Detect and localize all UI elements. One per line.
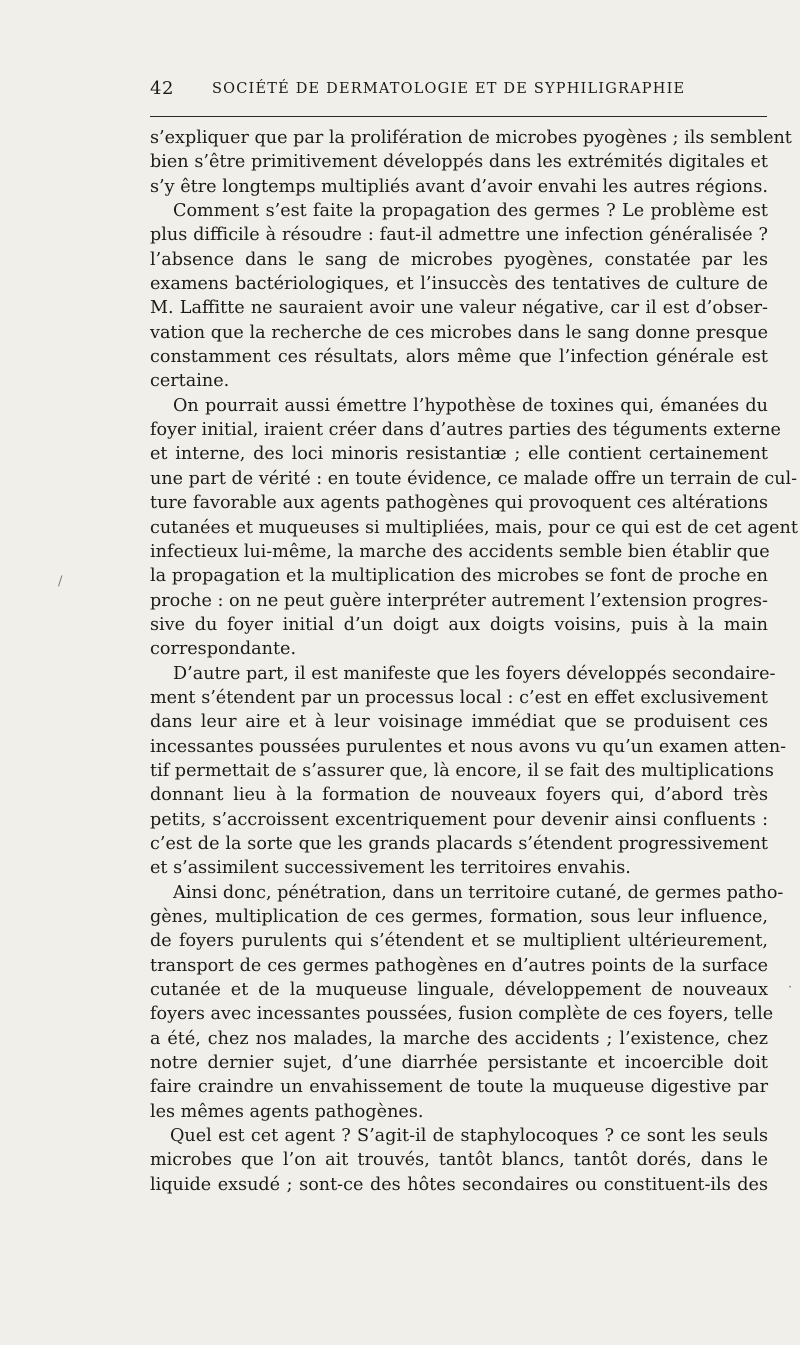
text-line: transport de ces germes pathogènes en d’autres points de la surface	[150, 955, 768, 976]
text-line: ment s’étendent par un processus local : c’est en effet exclusivement	[150, 687, 768, 708]
text-line: microbes que l’on ait trouvés, tantôt blancs, tantôt dorés, dans le	[150, 1150, 768, 1171]
text-line: s’expliquer que par la prolifération de microbes pyogènes ; ils semblent	[150, 128, 792, 148]
text-line: proche : on ne peut guère interpréter autrement l’extension progres-	[150, 590, 768, 611]
text-line: incessantes poussées purulentes et nous avons vu qu’un examen atten-	[150, 736, 787, 757]
text-line: a été, chez nos malades, la marche des accidents ; l’existence, chez	[150, 1028, 768, 1049]
text-line: gènes, multiplication de ces germes, formation, sous leur influence,	[150, 907, 768, 927]
text-line: sive du foyer initial d’un doigt aux doigts voisins, puis à la main	[150, 614, 768, 635]
text-line: constamment ces résultats, alors même que l’infection générale est	[150, 347, 768, 368]
text-line: M. Laffitte ne sauraient avoir une valeur négative, car il est d’obser-	[150, 298, 768, 319]
text-line: bien s’être primitivement développés dans les extrémités digitales et	[150, 152, 768, 173]
text-line: notre dernier sujet, d’une diarrhée persistante et incoercible doit	[150, 1053, 768, 1074]
text-line: plus difficile à résoudre : faut-il admettre une infection généralisée ?	[150, 225, 768, 246]
text-line: l’absence dans le sang de microbes pyogènes, constatée par les	[150, 249, 768, 270]
text-line: cutanées et muqueuses si multipliées, mais, pour ce qui est de cet agent	[150, 517, 798, 538]
text-line: vation que la recherche de ces microbes dans le sang donne presque	[150, 322, 768, 343]
text-line: donnant lieu à la formation de nouveaux foyers qui, d’abord très	[150, 785, 768, 806]
running-head: SOCIÉTÉ DE DERMATOLOGIE ET DE SYPHILIGRAPHIE	[212, 81, 686, 97]
text-line: les mêmes agents pathogènes.	[150, 1101, 424, 1122]
page-header	[150, 74, 770, 104]
text-line: et interne, des loci minoris resistantiæ ; elle contient certainement	[150, 444, 768, 465]
header-rule	[150, 116, 767, 117]
body-text	[150, 126, 798, 1197]
text-line: c’est de la sorte que les grands placards s’étendent progressivement	[150, 833, 768, 854]
text-line: foyer initial, iraient créer dans d’autres parties des téguments externe	[150, 420, 781, 441]
text-line: de foyers purulents qui s’étendent et se multiplient ultérieurement,	[150, 931, 768, 952]
text-line: Ainsi donc, pénétration, dans un territoire cutané, de germes patho-	[173, 882, 784, 903]
text-line: la propagation et la multiplication des microbes se font de proche en	[150, 566, 768, 587]
text-line: et s’assimilent successivement les territoires envahis.	[150, 858, 631, 879]
text-line: cutanée et de la muqueuse linguale, développement de nouveaux	[150, 980, 768, 1001]
text-line: petits, s’accroissent excentriquement pour devenir ainsi confluents :	[150, 809, 768, 830]
text-line: certaine.	[150, 371, 230, 392]
page-number: 42	[150, 78, 174, 99]
text-line: dans leur aire et à leur voisinage immédiat que se produisent ces	[150, 712, 768, 733]
text-line: foyers avec incessantes poussées, fusion complète de ces foyers, telle	[150, 1004, 774, 1025]
margin-pencil-mark: /	[58, 574, 63, 589]
text-line: correspondante.	[150, 639, 297, 660]
text-line: examens bactériologiques, et l’insuccès des tentatives de culture de	[150, 274, 768, 295]
text-line: faire craindre un envahissement de toute la muqueuse digestive par	[150, 1077, 768, 1098]
text-line: Comment s’est faite la propagation des germes ? Le problème est	[173, 201, 768, 222]
text-line: ture favorable aux agents pathogènes qui provoquent ces altérations	[150, 493, 768, 514]
text-line: D’autre part, il est manifeste que les foyers développés secondaire-	[173, 663, 776, 684]
text-line: tif permettait de s’assurer que, là encore, il se fait des multiplications	[150, 760, 774, 781]
text-line: une part de vérité : en toute évidence, ce malade offre un terrain de cul-	[150, 468, 798, 489]
margin-dot-mark: ·	[788, 980, 793, 995]
text-line: On pourrait aussi émettre l’hypothèse de toxines qui, émanées du	[173, 395, 768, 416]
text-line: infectieux lui-même, la marche des accidents semble bien établir que	[150, 541, 770, 562]
text-line: liquide exsudé ; sont-ce des hôtes secondaires ou constituent-ils des	[150, 1174, 768, 1195]
text-line: Quel est cet agent ? S’agit-il de staphylocoques ? ce sont les seuls	[170, 1126, 768, 1147]
text-line: s’y être longtemps multipliés avant d’avoir envahi les autres régions.	[150, 176, 768, 197]
